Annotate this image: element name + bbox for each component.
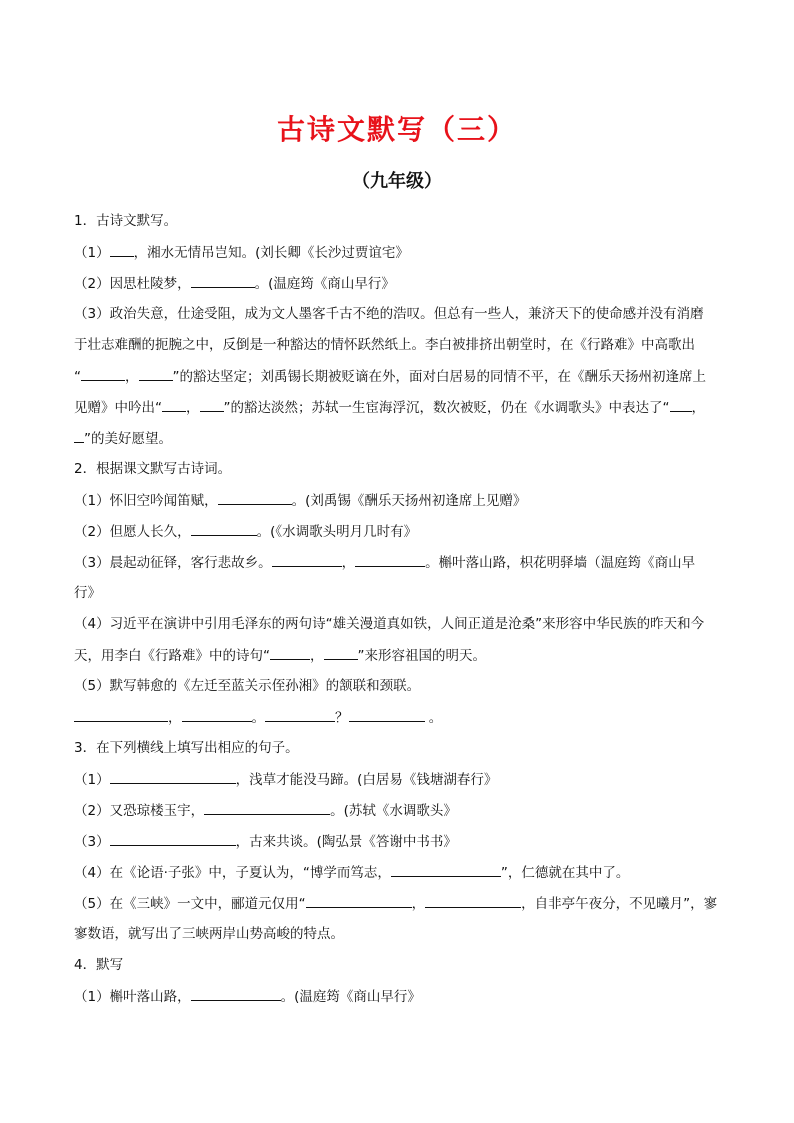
question-3-item-2: （2）又恐琼楼玉宇， 。(苏轼《水调歌头》 [74,800,457,821]
answer-blank [218,490,292,505]
answer-blank [391,862,501,877]
question-2-item-1: （1）怀旧空吟闻笛赋， 。(刘禹锡《酬乐天扬州初逢席上见赠》 [74,490,526,511]
question-2-item-5-answer-line: ， 。 ？ 。 [74,707,442,728]
question-3-item-5: （5）在《三峡》一文中，郦道元仅用“ ， ，自非亭午夜分，不见曦月”，寥 [74,893,717,914]
page-subtitle: （九年级） [352,171,442,192]
answer-blank [191,986,281,1001]
question-3-item-5-line-2: 寥数语，就写出了三峡两岸山势高峻的特点。 [74,926,344,942]
question-1-item-3-line-1: （3）政治失意，仕途受阻，成为文人墨客千古不绝的浩叹。但总有一些人，兼济天下的使命感并没有消磨 [74,306,704,322]
answer-blank [110,242,134,257]
question-1-item-3-line-4: 见赠》中吟出“ ， ”的豁达淡然；苏轼一生宦海浮沉，数次被贬，仍在《水调歌头》中表达了“ ， [74,397,705,418]
answer-blank [139,366,173,381]
answer-blank [425,893,521,908]
question-4-heading: 4．默写 [74,957,124,973]
page-title: 古诗文默写（三） [276,113,517,146]
question-3-item-1: （1） ，浅草才能没马蹄。(白居易《钱塘湖春行》 [74,769,497,790]
question-3-item-4: （4）在《论语·子张》中，子夏认为，“博学而笃志， ”，仁德就在其中了。 [74,862,629,883]
question-2-item-3-line-2: 行》 [74,585,101,601]
question-2-item-3: （3）晨起动征铎，客行悲故乡。 ， 。槲叶落山路，枳花明驿墙（温庭筠《商山早 [74,552,695,573]
answer-blank [74,707,168,722]
answer-blank [74,428,84,443]
answer-blank [81,366,125,381]
question-1-item-2: （2）因思杜陵梦， 。(温庭筠《商山早行》 [74,273,395,294]
answer-blank [204,800,330,815]
answer-blank [306,893,412,908]
question-2-item-2: （2）但愿人长久， 。(《水调歌头明月几时有》 [74,521,417,542]
answer-blank [270,645,310,660]
answer-blank [162,397,186,412]
answer-blank [110,769,236,784]
question-1-item-1: （1） ，湘水无情吊岂知。(刘长卿《长沙过贾谊宅》 [74,242,409,263]
answer-blank [110,831,236,846]
question-3-item-3: （3） ，古来共谈。(陶弘景《答谢中书书》 [74,831,457,852]
question-1-item-3-line-3: “ ， ”的豁达坚定；刘禹锡长期被贬谪在外，面对白居易的同情不平，在《酬乐天扬州初逢席上 [74,366,706,387]
answer-blank [182,707,252,722]
answer-blank [670,397,692,412]
question-1-item-3-line-2: 于壮志难酬的扼腕之中，反倒是一种豁达的情怀跃然纸上。李白被排挤出朝堂时，在《行路难》中高歌出 [74,337,695,353]
question-2-heading: 2．根据课文默写古诗词。 [74,461,232,477]
answer-blank [191,521,257,536]
question-1-heading: 1．古诗文默写。 [74,213,178,229]
question-4-item-1: （1）槲叶落山路， 。(温庭筠《商山早行》 [74,986,421,1007]
question-2-item-4-line-1: （4）习近平在演讲中引用毛泽东的两句诗“雄关漫道真如铁，人间正道是沧桑”来形容中华民族的昨天和今 [74,616,705,632]
question-2-item-5: （5）默写韩愈的《左迁至蓝关示侄孙湘》的颔联和颈联。 [74,678,421,694]
question-1-item-3-line-5: ”的美好愿望。 [74,428,172,449]
answer-blank [355,552,425,567]
question-2-item-4-line-2: 天，用李白《行路难》中的诗句“ ， ”来形容祖国的明天。 [74,645,486,666]
answer-blank [191,273,255,288]
question-3-heading: 3．在下列横线上填写出相应的句子。 [74,740,299,756]
answer-blank [324,645,358,660]
answer-blank [265,707,335,722]
answer-blank [272,552,342,567]
answer-blank [200,397,224,412]
answer-blank [349,707,425,722]
